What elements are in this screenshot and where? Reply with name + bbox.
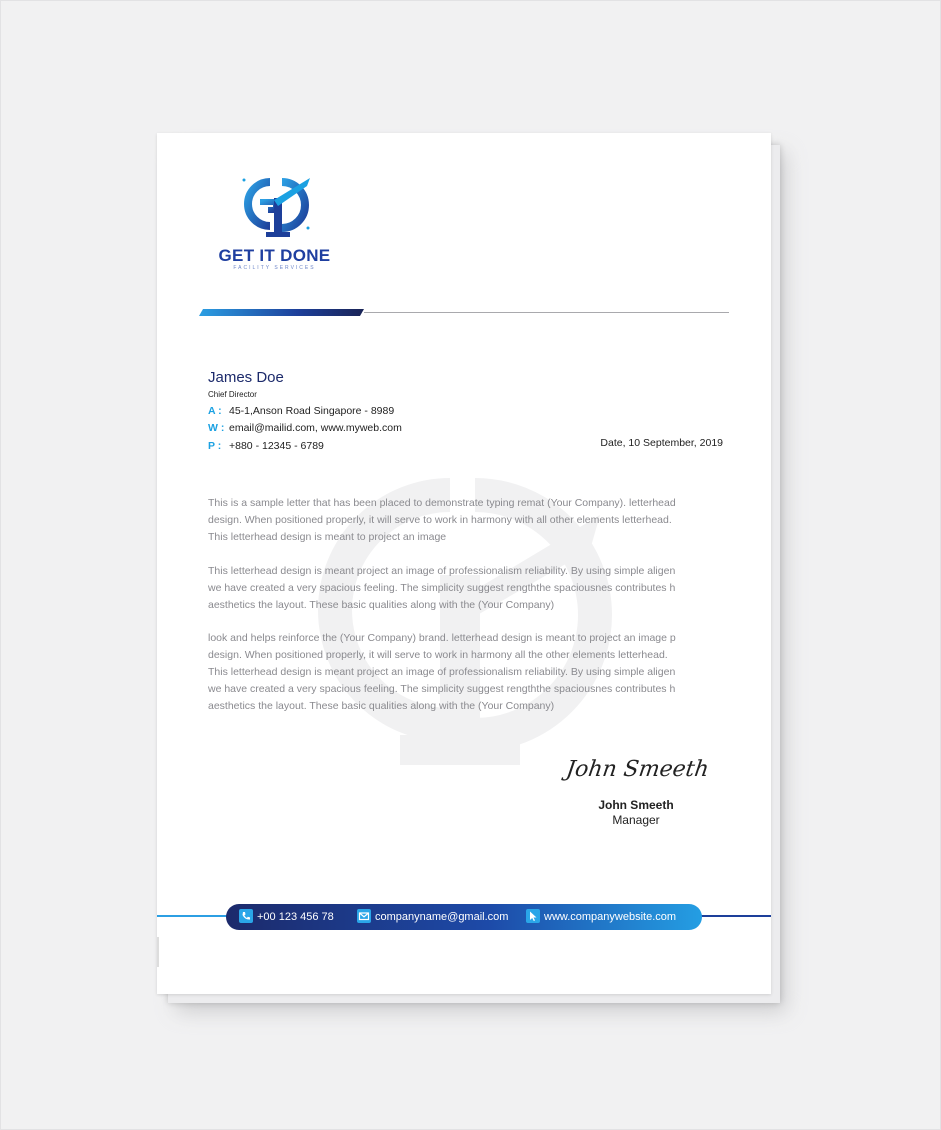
footer-email-text: companyname@gmail.com	[375, 911, 509, 923]
cursor-icon	[526, 909, 540, 923]
body-line: design. When positioned properly, it will serve to work in harmony all the other elements letterhead.	[208, 649, 668, 661]
footer-website-text: www.companywebsite.com	[544, 911, 677, 923]
body-paragraph-1	[208, 495, 728, 546]
body-line: we have created a very spacious feeling. The simplicity suggest rengththe spaciousnes contributes h	[208, 582, 676, 594]
footer-website	[526, 909, 676, 925]
web-value: email@mailid.com, www.myweb.com	[229, 422, 402, 434]
web-key: W :	[208, 422, 225, 434]
company-logo	[230, 170, 320, 240]
footer-phone-text: +00 123 456 78	[257, 911, 334, 923]
body-line: This letterhead design is meant to project an image	[208, 531, 447, 543]
web-row	[208, 422, 402, 434]
body-line: This letterhead design is meant project an image of professionalism reliability. By using simple aligen	[208, 565, 676, 577]
phone-row	[208, 440, 324, 452]
header-divider	[364, 312, 729, 313]
body-line: aesthetics the layout. These basic qualities along with the (Your Company)	[208, 599, 555, 611]
address-key: A :	[208, 405, 222, 417]
footer-rule-left	[157, 915, 227, 917]
phone-value: +880 - 12345 - 6789	[229, 440, 324, 452]
letter-date: Date, 10 September, 2019	[600, 437, 723, 449]
body-line: look and helps reinforce the (Your Company) brand. letterhead design is meant to project an image p	[208, 632, 676, 644]
body-line: design. When positioned properly, it will serve to work in harmony with all other elements letterhead.	[208, 514, 672, 526]
body-paragraph-3	[208, 630, 728, 715]
phone-key: P :	[208, 440, 222, 452]
address-row	[208, 405, 394, 417]
signer-name: John Smeeth	[598, 798, 674, 812]
handwritten-signature: John Smeeth	[564, 757, 711, 782]
mail-icon	[357, 909, 371, 923]
footer-email	[357, 909, 508, 925]
body-line: This is a sample letter that has been placed to demonstrate typing remat (Your Company). letterhead	[208, 497, 676, 509]
brand-subtitle: FACILITY SERVICES	[233, 265, 316, 271]
footer-contact-bar	[226, 904, 702, 930]
body-paragraph-2	[208, 563, 728, 614]
brand-name: GET IT DONE	[218, 246, 331, 265]
header-accent-bar	[199, 309, 364, 316]
sender-name: James Doe	[208, 369, 284, 386]
page-edge-mark	[157, 937, 159, 967]
footer-phone	[239, 909, 334, 925]
body-line: aesthetics the layout. These basic qualities along with the (Your Company)	[208, 700, 555, 712]
body-line: This letterhead design is meant project an image of professionalism reliability. By using simple aligen	[208, 666, 676, 678]
signer-role: Manager	[612, 813, 660, 827]
address-value: 45-1,Anson Road Singapore - 8989	[229, 405, 395, 417]
sender-title: Chief Director	[208, 390, 257, 399]
phone-icon	[239, 909, 253, 923]
body-line: we have created a very spacious feeling. The simplicity suggest rengththe spaciousnes contributes h	[208, 683, 676, 695]
footer-rule-right	[700, 915, 771, 917]
